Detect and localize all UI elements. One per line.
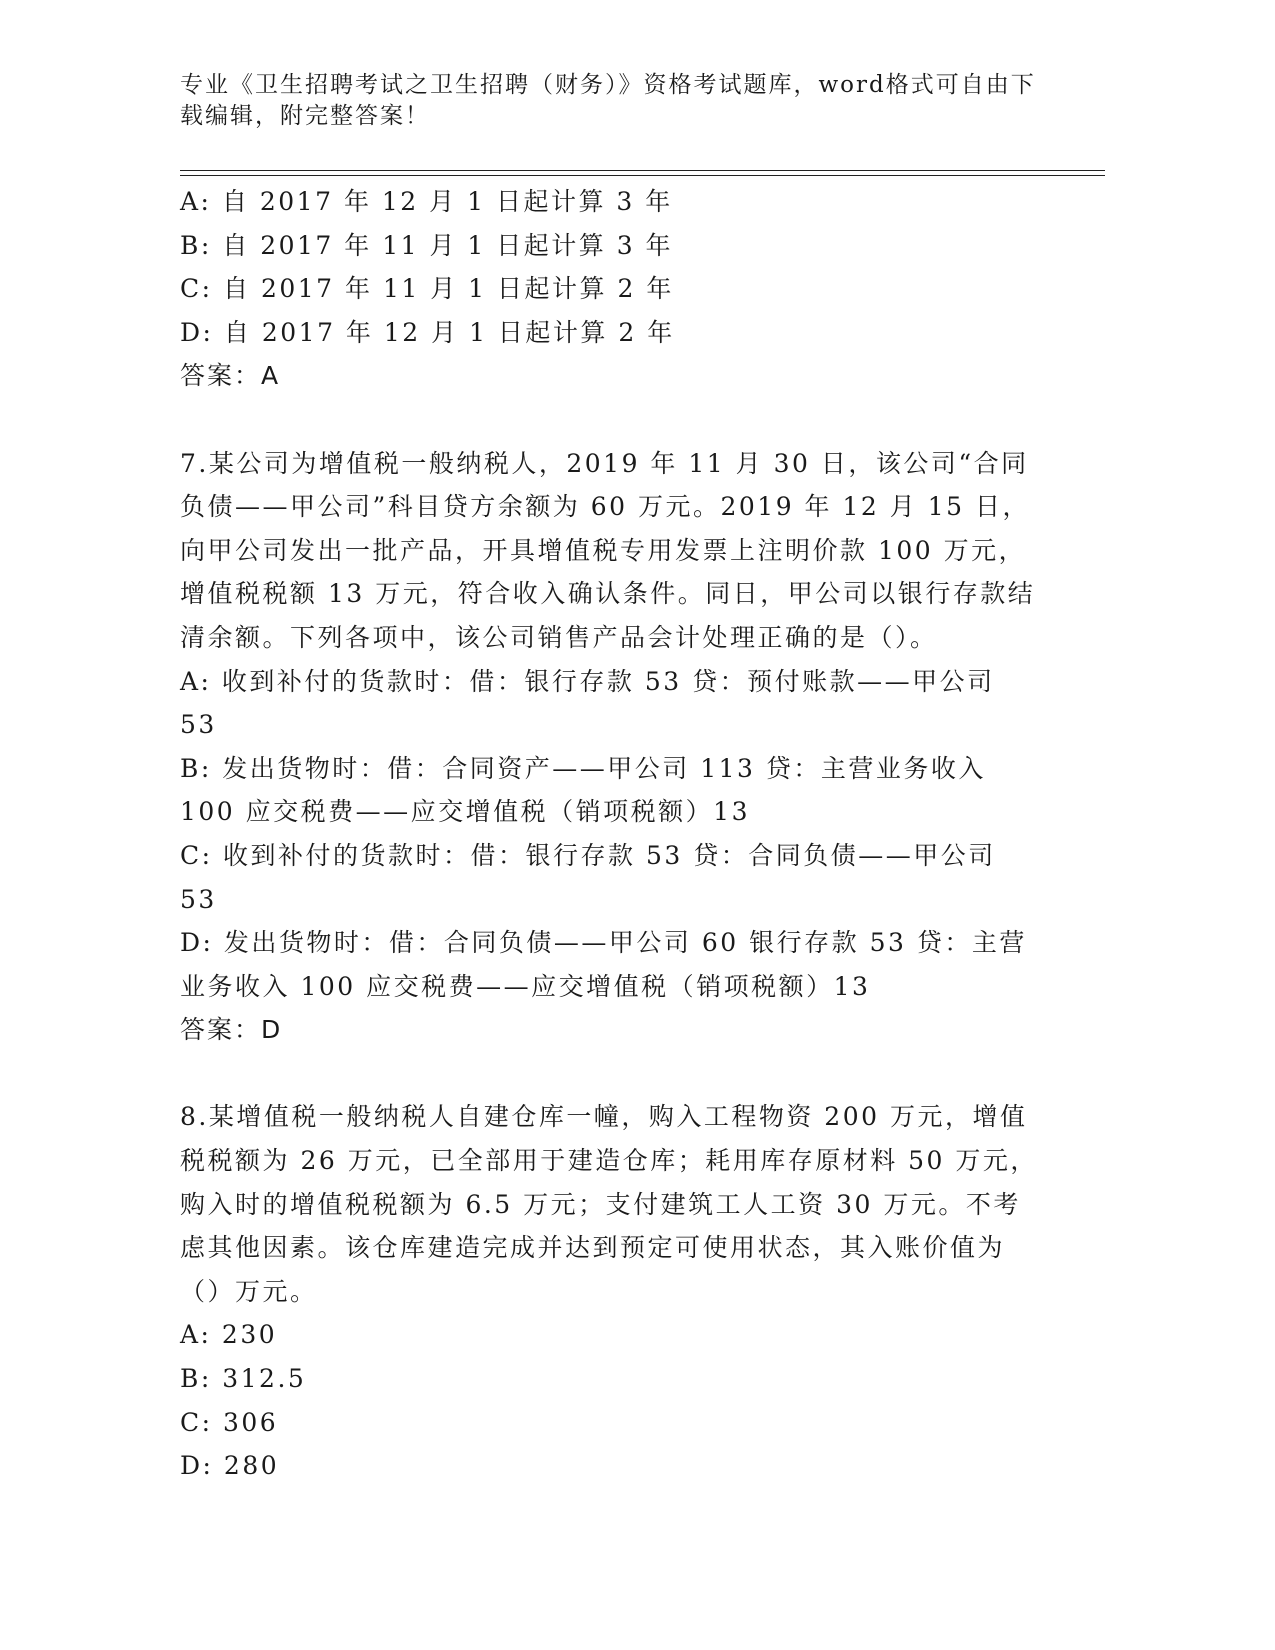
option-c: C: 306: [180, 1407, 279, 1437]
question-6-options: [180, 180, 1040, 398]
option-a: A: 自 2017 年 12 月 1 日起计算 3 年: [180, 187, 673, 216]
option-d: D: 自 2017 年 12 月 1 日起计算 2 年: [180, 317, 675, 347]
question-content: [180, 180, 1040, 1488]
document-header: 专业《卫生招聘考试之卫生招聘（财务）》资格考试题库，word格式可自由下载编辑，附完整答案！: [180, 72, 1036, 129]
answer-label: 答案：A: [180, 361, 281, 391]
question-7: [180, 442, 1040, 1052]
answer-label: 答案：D: [180, 1015, 283, 1045]
option-a: A: 230: [180, 1320, 278, 1350]
option-c: C: 自 2017 年 11 月 1 日起计算 2 年: [180, 274, 674, 304]
option-b: B: 自 2017 年 11 月 1 日起计算 3 年: [180, 230, 674, 260]
spacer: [180, 398, 1040, 442]
question-stem: 8.某增值税一般纳税人自建仓库一幢，购入工程物资 200 万元，增值税税额为 26 万元，已全部用于建造仓库；耗用库存原材料 50 万元，购入时的增值税税额为 6.5 万元；支付建筑工人工资 30 万元。不考虑其他因素。该仓库建造完成并达到预定可使用状态，其入账价值为（）万元。: [180, 1102, 1038, 1306]
header-divider-bottom: [180, 175, 1105, 176]
spacer: [180, 1052, 1040, 1096]
question-stem: 7.某公司为增值税一般纳税人，2019 年 11 月 30 日，该公司“合同负债——甲公司”科目贷方余额为 60 万元。2019 年 12 月 15 日，向甲公司发出一批产品，开具增值税专用发票上注明价款 100 万元，增值税税额 13 万元，符合收入确认条件。同日，甲公司以银行存款结清余额。下列各项中，该公司销售产品会计处理正确的是（）。: [180, 448, 1036, 652]
question-8: [180, 1095, 1040, 1487]
option-b: B: 发出货物时：借：合同资产——甲公司 113 贷：主营业务收入 100 应交税费——应交增值税（销项税额）13: [180, 753, 986, 827]
option-a: A: 收到补付的货款时：借：银行存款 53 贷：预付账款——甲公司 53: [180, 666, 995, 740]
header-divider-top: [180, 170, 1105, 171]
option-d: D: 280: [180, 1451, 280, 1481]
option-b: B: 312.5: [180, 1364, 307, 1394]
option-c: C: 收到补付的货款时：借：银行存款 53 贷：合同负债——甲公司 53: [180, 840, 996, 914]
option-d: D: 发出货物时：借：合同负债——甲公司 60 银行存款 53 贷：主营业务收入 100 应交税费——应交增值税（销项税额）13: [180, 928, 1027, 1001]
